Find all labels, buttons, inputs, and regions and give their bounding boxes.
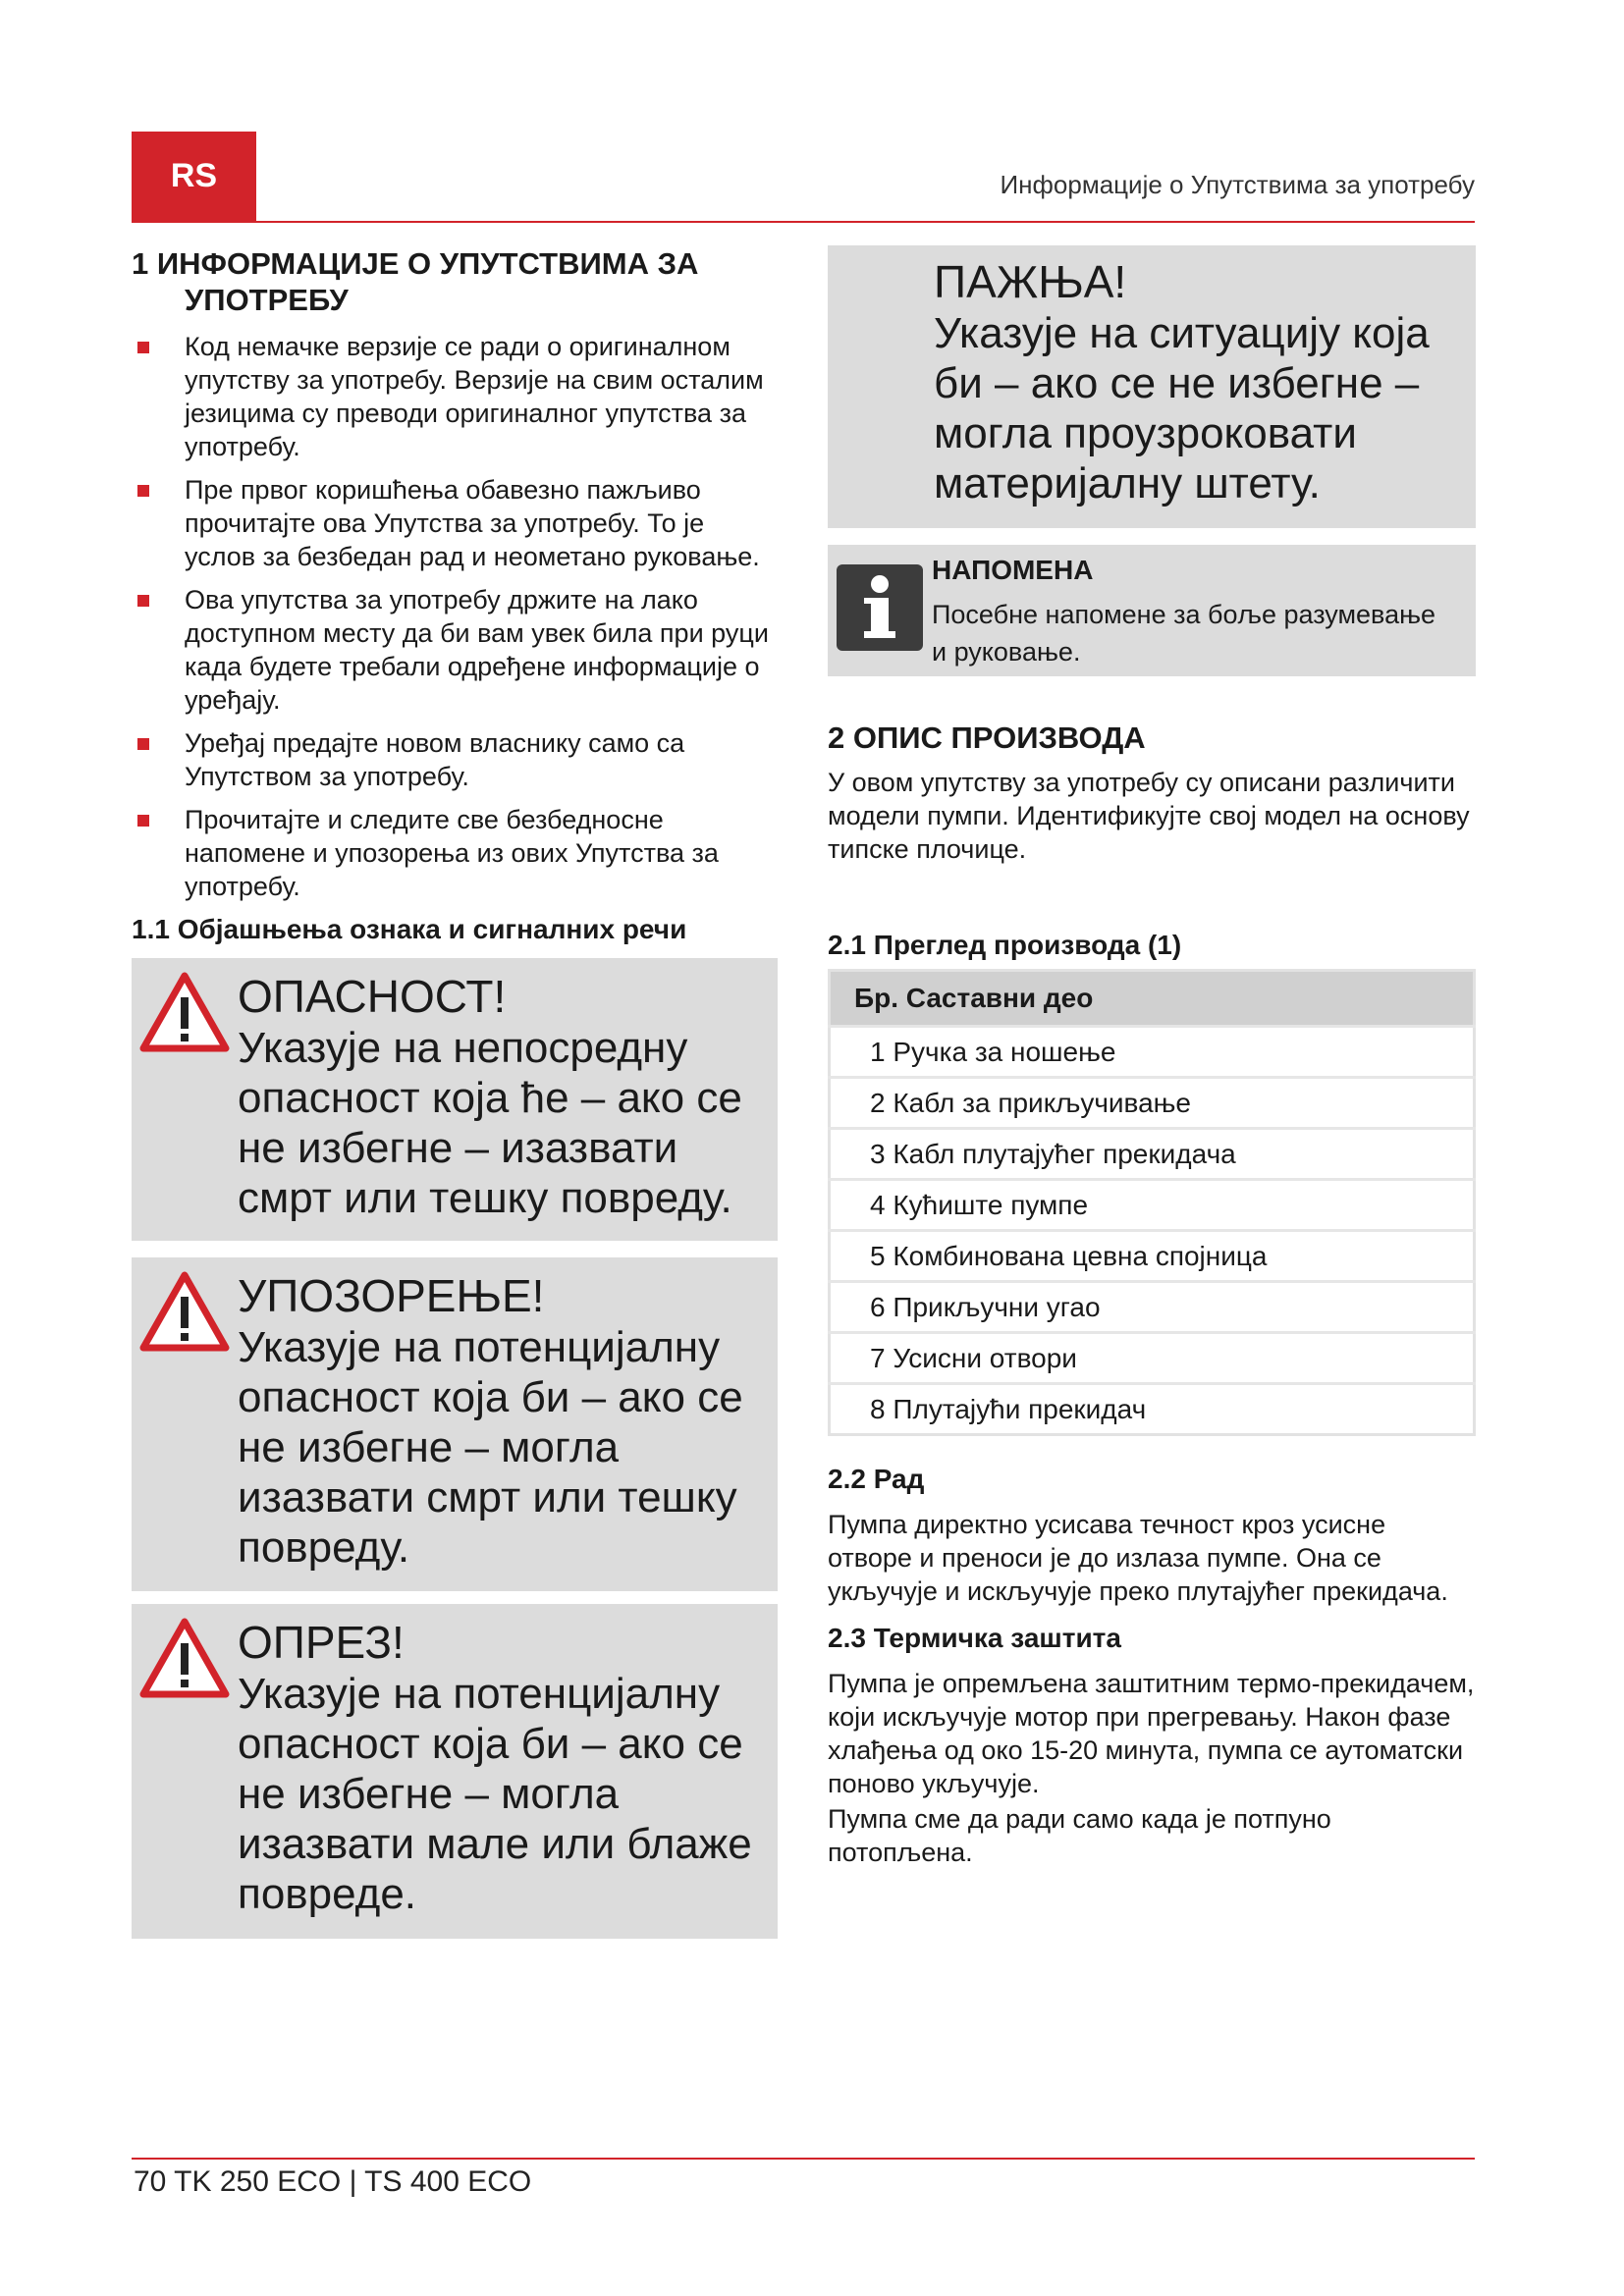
table-row bbox=[830, 1027, 1475, 1078]
table-cell: 7 Усисни отвори bbox=[830, 1333, 1475, 1384]
note-box bbox=[828, 545, 1476, 676]
section-2-2 bbox=[828, 1463, 1476, 1869]
left-column bbox=[132, 245, 778, 1939]
right-column bbox=[828, 245, 1476, 962]
section-2-2-title: 2.2 Рад bbox=[828, 1464, 925, 1494]
table-header: Бр. Саставни део bbox=[830, 971, 1475, 1027]
section-1-1-title: 1.1 Објашњења ознака и сигналних речи bbox=[132, 914, 687, 944]
table-cell: 4 Кућиште пумпе bbox=[830, 1180, 1475, 1231]
section-2-3-text: Пумпа је опремљена заштитним термо-прекидачем, који искључује мотор при прегревању. Након фазе хлађења од око 15-20 минута, пумпа се аутоматски поново укључује. bbox=[828, 1669, 1475, 1798]
table-header-row bbox=[830, 971, 1475, 1027]
bullet-item: Уређај предајте новом власнику само са Упутством за употребу. bbox=[132, 726, 778, 793]
caution-box bbox=[132, 1604, 778, 1939]
bullet-item: Пре првог коришћења обавезно пажљиво прочитајте ова Упутства за употребу. То је услов за безбедан рад и неометано руковање. bbox=[132, 473, 778, 573]
table-row bbox=[830, 1333, 1475, 1384]
footer-divider bbox=[132, 2158, 1475, 2160]
section-2-3-title: 2.3 Термичка заштита bbox=[828, 1623, 1121, 1653]
table-cell: 3 Кабл плутајућег прекидача bbox=[830, 1129, 1475, 1180]
section-1-bullets bbox=[132, 330, 778, 903]
section-1-title: 1 ИНФОРМАЦИЈЕ О УПУТСТВИМА ЗА УПОТРЕБУ bbox=[132, 246, 699, 317]
section-2-text: У овом упутству за употребу су описани различити модели пумпи. Идентификујте свој модел на основу типске плочице. bbox=[828, 768, 1470, 864]
bullet-item: Код немачке верзије се ради о оригиналном упутству за употребу. Верзије на свим осталим језицима су преводи оригиналног упутства за употребу. bbox=[132, 330, 778, 463]
caution-title: ОПРЕЗ! bbox=[238, 1617, 405, 1668]
parts-table bbox=[828, 969, 1476, 1436]
bullet-item: Прочитајте и следите све безбедносне напомене и упозорења из ових Упутства за употребу. bbox=[132, 803, 778, 903]
notice-title: ПАЖЊА! bbox=[934, 256, 1127, 307]
warning-title: УПОЗОРЕЊЕ! bbox=[238, 1270, 545, 1321]
table-cell: 8 Плутајући прекидач bbox=[830, 1384, 1475, 1435]
bullet-square-icon bbox=[137, 738, 149, 750]
table-cell: 1 Ручка за ношење bbox=[830, 1027, 1475, 1078]
warning-triangle-icon bbox=[139, 1271, 230, 1352]
warning-box bbox=[132, 1257, 778, 1591]
table-row bbox=[830, 1384, 1475, 1435]
table-cell: 2 Кабл за прикључивање bbox=[830, 1078, 1475, 1129]
table-cell: 6 Прикључни угао bbox=[830, 1282, 1475, 1333]
danger-title: ОПАСНОСТ! bbox=[238, 971, 507, 1022]
table-cell: 5 Комбинована цевна спојница bbox=[830, 1231, 1475, 1282]
header-divider bbox=[132, 221, 1475, 223]
note-title: НАПОМЕНА bbox=[932, 555, 1094, 585]
warning-text: Указује на потенцијалну опасност која би – ако се не избегне – могла изазвати смрт или тешку повреду. bbox=[238, 1323, 743, 1572]
bullet-square-icon bbox=[137, 485, 149, 497]
warning-triangle-icon bbox=[139, 1618, 230, 1698]
bullet-item: Ова упутства за употребу држите на лако доступном месту да би вам увек била при руци када будете требали одређене информације о уређају. bbox=[132, 583, 778, 717]
caution-text: Указује на потенцијалну опасност која би – ако се не избегне – могла изазвати мале или блаже повреде. bbox=[238, 1670, 752, 1918]
bullet-square-icon bbox=[137, 815, 149, 827]
language-badge: RS bbox=[132, 132, 256, 221]
bullet-square-icon bbox=[137, 342, 149, 353]
notice-box bbox=[828, 245, 1476, 528]
table-row bbox=[830, 1129, 1475, 1180]
footer-page-info: 70 TK 250 ECO | TS 400 ECO bbox=[134, 2165, 532, 2198]
table-row bbox=[830, 1231, 1475, 1282]
table-row bbox=[830, 1282, 1475, 1333]
danger-text: Указује на непосредну опасност која ће – ако се не избегне – изазвати смрт или тешку повреду. bbox=[238, 1024, 742, 1222]
section-2-3-text-2: Пумпа сме да ради само када је потпуно потопљена. bbox=[828, 1804, 1331, 1867]
section-2-title: 2 ОПИС ПРОИЗВОДА bbox=[828, 721, 1146, 755]
bullet-square-icon bbox=[137, 595, 149, 607]
info-icon bbox=[837, 564, 923, 651]
warning-triangle-icon bbox=[139, 972, 230, 1052]
table-row bbox=[830, 1180, 1475, 1231]
notice-text: Указује на ситуацију која би – ако се не избегне – могла проузроковати материјалну штету. bbox=[934, 309, 1430, 507]
section-2-1-title: 2.1 Преглед производа (1) bbox=[828, 930, 1182, 960]
danger-box bbox=[132, 958, 778, 1241]
header-title: Информације о Упутствима за употребу bbox=[1000, 170, 1475, 199]
table-row bbox=[830, 1078, 1475, 1129]
note-text: Посебне напомене за боље разумевање и руковање. bbox=[932, 600, 1436, 667]
section-2-2-text: Пумпа директно усисава течност кроз усисне отворе и преноси је до излаза пумпе. Она се укључује и искључује преко плутајућег прекидача. bbox=[828, 1510, 1448, 1606]
